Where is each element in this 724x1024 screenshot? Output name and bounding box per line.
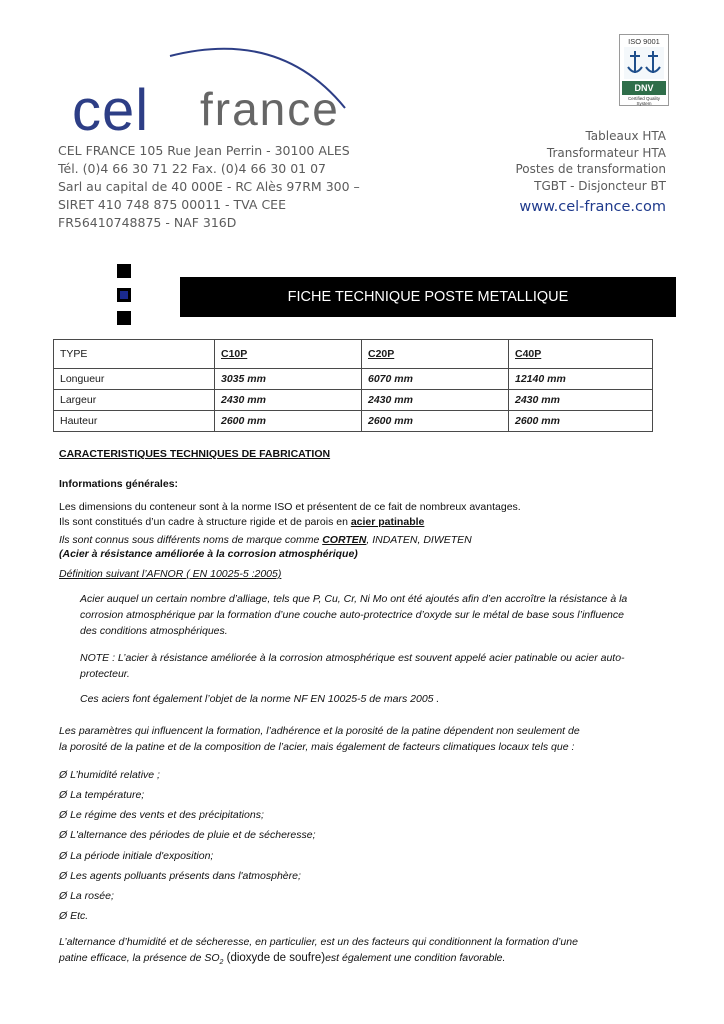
table-cell: 2600 mm — [509, 411, 653, 432]
definition-line: Acier auquel un certain nombre d’alliage, tels que P, Cu, Cr, Ni Mo ont été ajoutés afin d’en accroître la résistance à la — [80, 593, 628, 605]
text-span: Ils sont constitués d’un cadre à structure rigide et de parois en — [59, 516, 351, 528]
table-cell: 2600 mm — [362, 411, 509, 432]
section-title: CARACTERISTIQUES TECHNIQUES DE FABRICATION — [59, 448, 331, 460]
afnor-definition-heading: Définition suivant l’AFNOR ( EN 10025-5 :2005) — [59, 568, 282, 580]
final-line — [59, 950, 505, 971]
logo-text-cel: cel — [72, 78, 150, 143]
note-line: NOTE : L’acier à résistance améliorée à la corrosion atmosphérique est souvent appelé acier patinable ou acier auto- — [80, 652, 625, 664]
list-item: Ø L’humidité relative ; — [59, 769, 160, 781]
list-item: Ø Etc. — [59, 910, 89, 922]
text-span: est également une condition favorable. — [325, 952, 506, 964]
decorative-square — [117, 264, 131, 278]
parameters-line: la porosité de la patine et de la composition de l’acier, mais également de facteurs climatiques locaux tels que : — [59, 741, 575, 753]
iso-badge-title: ISO 9001 — [628, 37, 660, 46]
subscript: 2 — [219, 959, 224, 967]
anchor-icon — [624, 47, 664, 79]
note-line: protecteur. — [80, 668, 130, 680]
norm-line: Ces aciers font également l’objet de la norme NF EN 10025-5 de mars 2005 . — [80, 693, 440, 705]
table-cell: 2430 mm — [215, 390, 362, 411]
definition-line: corrosion atmosphérique par la formation d’une couche auto-protectrice d’oxyde sur le métal de base sous l’influence — [80, 609, 624, 621]
table-header-cell: TYPE — [54, 340, 215, 369]
table-row — [54, 390, 653, 411]
company-line: SIRET 410 748 875 00011 - TVA CEE — [58, 197, 286, 212]
document-title: FICHE TECHNIQUE POSTE METALLIQUE — [180, 277, 676, 317]
website-link[interactable]: www.cel-france.com — [519, 199, 666, 215]
definition-line: des conditions atmosphériques. — [80, 625, 228, 637]
service-item: TGBT - Disjoncteur BT — [534, 178, 666, 193]
table-row — [54, 411, 653, 432]
decorative-square — [117, 288, 131, 302]
paragraph-acier-resistance: (Acier à résistance améliorée à la corrosion atmosphérique) — [59, 548, 358, 560]
paragraph-structure — [59, 514, 424, 530]
decorative-square — [117, 311, 131, 325]
final-line: L’alternance d’humidité et de sécheresse, en particulier, est un des facteurs qui conditionnent la formation d’une — [59, 936, 578, 948]
service-item: Postes de transformation — [515, 162, 666, 176]
table-cell: 12140 mm — [509, 369, 653, 390]
table-cell: 2430 mm — [362, 390, 509, 411]
service-item: Transformateur HTA — [546, 145, 666, 160]
company-line: FR56410748875 - NAF 316D — [58, 215, 237, 230]
services-block — [406, 128, 666, 218]
table-cell: Hauteur — [54, 411, 215, 432]
text-span: , INDATEN, DIWETEN — [366, 534, 472, 546]
table-header-cell: C10P — [215, 340, 362, 369]
service-item: Tableaux HTA — [585, 129, 666, 143]
company-line: Tél. (0)4 66 30 71 22 Fax. (0)4 66 30 01 07 — [58, 161, 326, 176]
table-header-cell: C40P — [509, 340, 653, 369]
list-item: Ø Le régime des vents et des précipitations; — [59, 809, 264, 821]
list-item: Ø L'alternance des périodes de pluie et de sécheresse; — [59, 829, 316, 841]
parameters-line: Les paramètres qui influencent la formation, l’adhérence et la porosité de la patine dépendent non seulement de — [59, 725, 580, 737]
dnv-mark: DNV — [622, 81, 666, 95]
text-span: patine efficace, la présence de SO — [59, 952, 220, 964]
table-cell: 2600 mm — [215, 411, 362, 432]
table-row — [54, 369, 653, 390]
table-header-cell: C20P — [362, 340, 509, 369]
company-address-block — [58, 142, 398, 232]
corten-brand: CORTEN — [322, 534, 367, 546]
iso-9001-badge — [619, 34, 669, 106]
table-header-row — [54, 340, 653, 369]
paragraph-dimensions: Les dimensions du conteneur sont à la norme ISO et présentent de ce fait de nombreux avantages. — [59, 501, 521, 513]
list-item: Ø Les agents polluants présents dans l'atmosphère; — [59, 870, 301, 882]
logo-text-france: france — [200, 83, 340, 135]
table-cell: 3035 mm — [215, 369, 362, 390]
table-cell: Longueur — [54, 369, 215, 390]
dioxyde-note: (dioxyde de soufre) — [223, 952, 326, 964]
iso-badge-caption: Certified Quality System — [627, 96, 660, 106]
company-line: Sarl au capital de 40 000E - RC Alès 97RM 300 – — [58, 179, 360, 194]
list-item: Ø La période initiale d'exposition; — [59, 850, 214, 862]
table-cell: Largeur — [54, 390, 215, 411]
dimensions-table — [53, 339, 653, 432]
list-item: Ø La rosée; — [59, 890, 114, 902]
general-info-title: Informations générales: — [59, 478, 179, 490]
text-span: Ils sont connus sous différents noms de marque comme — [59, 534, 323, 546]
list-item: Ø La température; — [59, 789, 145, 801]
acier-patinable-emphasis: acier patinable — [350, 516, 425, 528]
table-cell: 2430 mm — [509, 390, 653, 411]
table-cell: 6070 mm — [362, 369, 509, 390]
company-line: CEL FRANCE 105 Rue Jean Perrin - 30100 ALES — [58, 143, 350, 158]
cel-france-logo — [60, 38, 360, 143]
